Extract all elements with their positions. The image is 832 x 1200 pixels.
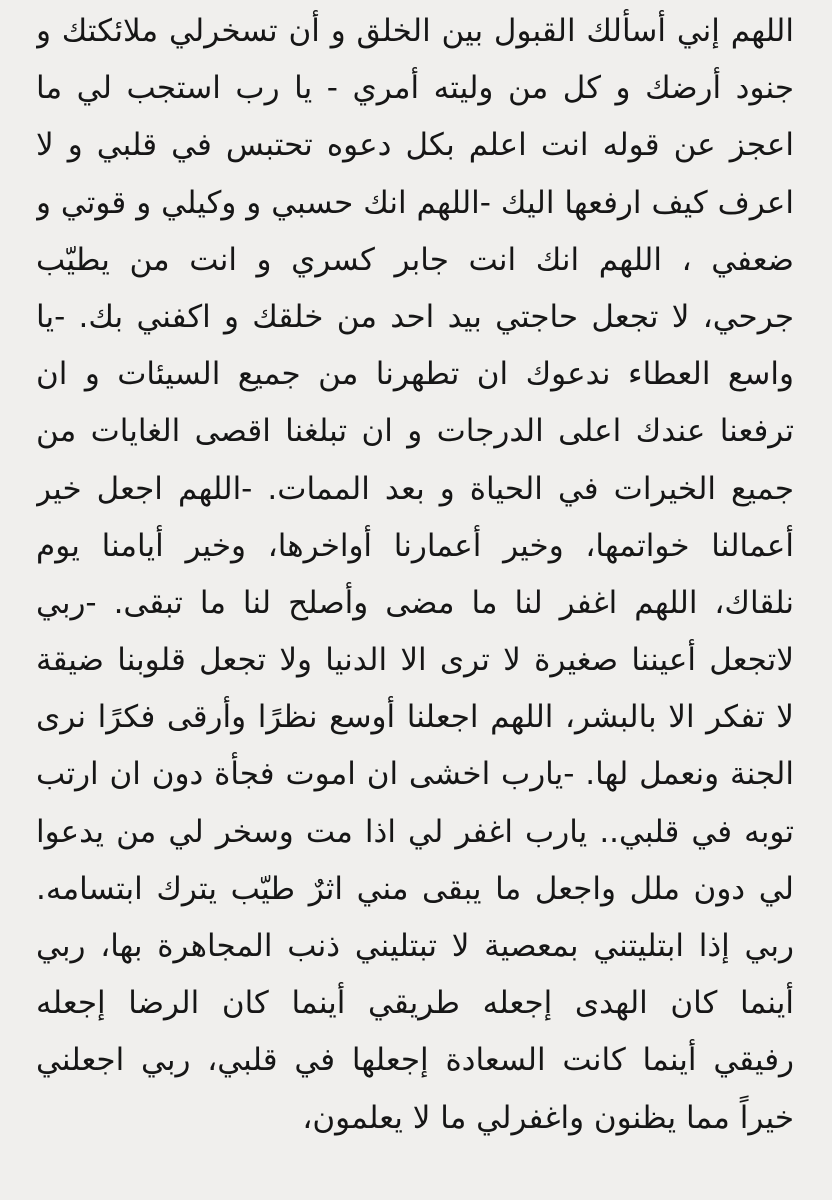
text-line: أينما كان الهدى إجعله طريقي أينما كان الرضا إجعله xyxy=(36,985,794,1022)
prayer-text-body xyxy=(36,3,794,1147)
text-line: جنود أرضك و كل من وليته أمري - يا رب استجب لي ما xyxy=(36,70,794,107)
text-line: ربي إذا ابتليتني بمعصية لا تبتليني ذنب المجاهرة بها، ربي xyxy=(36,928,794,964)
text-line: لي دون ملل واجعل ما يبقى مني اثرٌ طيّب يترك ابتسامه. xyxy=(36,870,794,907)
text-line: لاتجعل أعيننا صغيرة لا ترى الا الدنيا ولا تجعل قلوبنا ضيقة xyxy=(36,642,794,679)
text-line-last: خيراً مما يظنون واغفرلي ما لا يعلمون، xyxy=(302,1099,794,1136)
text-line: نلقاك، اللهم اغفر لنا ما مضى وأصلح لنا ما تبقى. -ربي xyxy=(36,584,794,621)
text-line: جميع الخيرات في الحياة و بعد الممات. -اللهم اجعل خير xyxy=(36,470,794,507)
text-line: ترفعنا عندك اعلى الدرجات و ان تبلغنا اقصى الغايات من xyxy=(36,413,794,450)
text-line: جرحي، لا تجعل حاجتي بيد احد من خلقك و اكفني بك. -يا xyxy=(36,298,794,335)
text-line: اللهم إني أسألك القبول بين الخلق و أن تسخرلي ملائكتك و xyxy=(36,13,794,49)
text-line: أعمالنا خواتمها، وخير أعمارنا أواخرها، وخير أيامنا يوم xyxy=(36,527,794,564)
text-line: واسع العطاء ندعوك ان تطهرنا من جميع السيئات و ان xyxy=(36,356,794,393)
text-line: لا تفكر الا بالبشر، اللهم اجعلنا أوسع نظرًا وأرقى فكرًا نرى xyxy=(36,699,794,736)
text-line: الجنة ونعمل لها. -يارب اخشى ان اموت فجأة دون ان ارتب xyxy=(36,756,794,793)
text-line: ضعفي ، اللهم انك انت جابر كسري و انت من يطيّب xyxy=(36,241,794,278)
text-line: اعجز عن قوله انت اعلم بكل دعوه تحتبس في قلبي و لا xyxy=(36,127,794,164)
text-line: توبه في قلبي.. يارب اغفر لي اذا مت وسخر لي من يدعوا xyxy=(36,813,794,850)
text-line: اعرف كيف ارفعها اليك -اللهم انك حسبي و وكيلي و قوتي و xyxy=(36,184,794,221)
text-line: رفيقي أينما كانت السعادة إجعلها في قلبي، ربي اجعلني xyxy=(36,1042,794,1079)
